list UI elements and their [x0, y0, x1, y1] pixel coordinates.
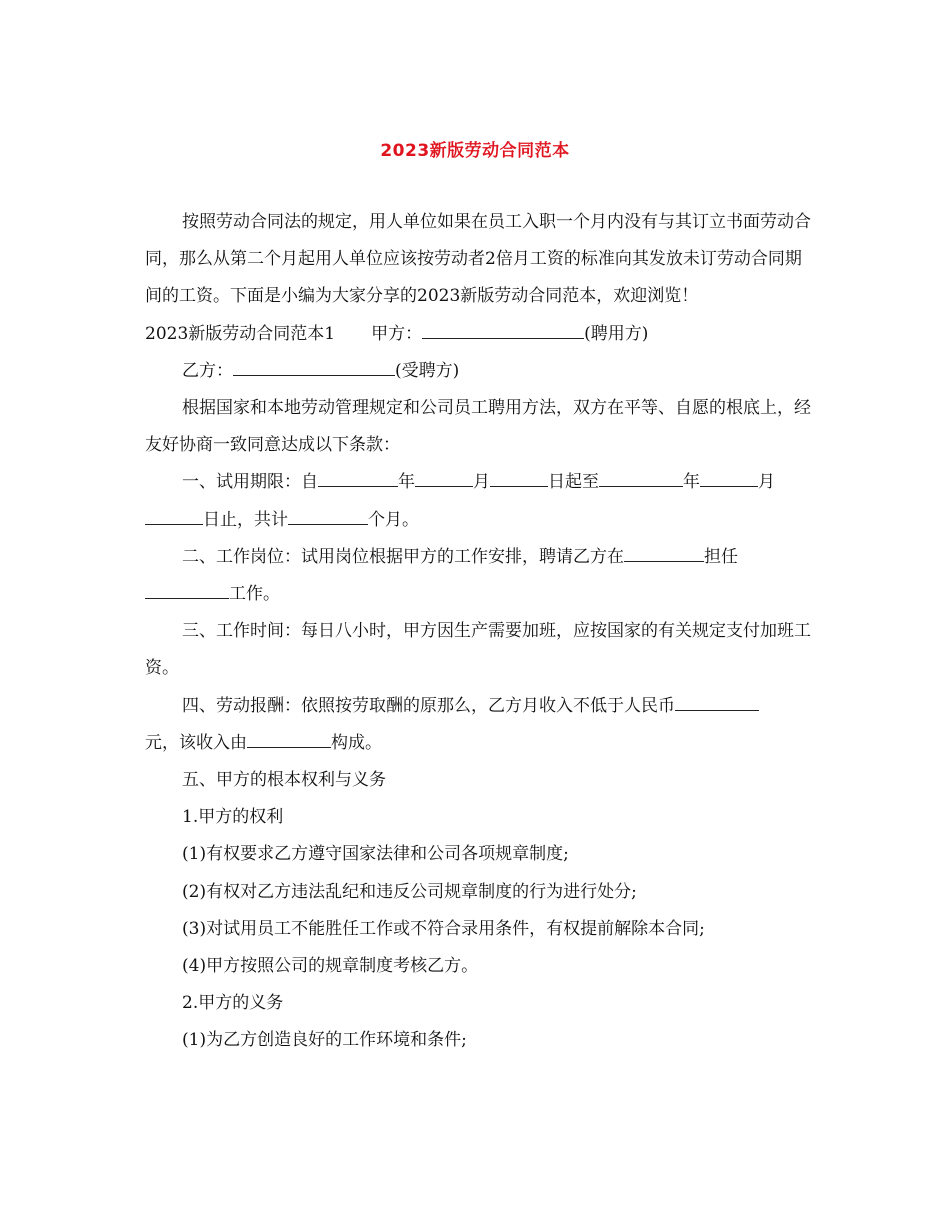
party-b-label: 乙方： — [182, 360, 233, 381]
party-a-line — [145, 316, 815, 353]
contract-heading: 2023新版劳动合同范本1 — [145, 323, 336, 344]
party-b-blank — [233, 355, 395, 376]
blank — [624, 541, 704, 562]
blank — [415, 466, 473, 487]
clause-1-day-from: 日起至 — [548, 472, 599, 493]
intro-paragraph: 按照劳动合同法的规定，用人单位如果在员工入职一个月内没有与其订立书面劳动合同，那么从第二个月起用人单位应该按劳动者2倍月工资的标准向其发放未订劳动合同期间的工资。下面是小编为大家分享的2023新版劳动合同范本，欢迎浏览！ — [145, 212, 811, 307]
clause-1-prefix: 一、试用期限：自 — [182, 472, 318, 493]
blank — [288, 504, 368, 525]
duties-heading: 2.甲方的义务 — [182, 993, 284, 1014]
clause-1-months: 个月。 — [368, 509, 419, 530]
clause-4-suffix: 构成。 — [331, 732, 382, 753]
clause-4-mid: 元，该收入由 — [145, 732, 247, 753]
rights-item: (3)对试用员工不能胜任工作或不符合录用条件，有权提前解除本合同; — [182, 918, 705, 939]
clause-4 — [145, 688, 815, 762]
blank — [490, 466, 548, 487]
clause-1-day-to: 日止，共计 — [203, 509, 288, 530]
party-b-suffix: (受聘方) — [395, 360, 460, 381]
document-body — [145, 204, 815, 1060]
blank — [145, 578, 229, 599]
party-a-suffix: (聘用方) — [584, 323, 649, 344]
blank — [145, 504, 203, 525]
clause-4-prefix: 四、劳动报酬：依照按劳取酬的原那么，乙方月收入不低于人民币 — [182, 695, 675, 716]
document-title: 2023新版劳动合同范本 — [380, 141, 570, 161]
clause-1-month2: 月 — [758, 472, 775, 493]
preamble-paragraph: 根据国家和本地劳动管理规定和公司员工聘用方法，双方在平等、自愿的根底上，经友好协商一致同意达成以下条款： — [145, 398, 811, 456]
rights-item: (1)有权要求乙方遵守国家法律和公司各项规章制度; — [182, 844, 569, 865]
clause-1-month: 月 — [473, 472, 490, 493]
clause-2-suffix: 工作。 — [229, 584, 280, 605]
rights-heading: 1.甲方的权利 — [182, 807, 284, 828]
rights-item: (4)甲方按照公司的规章制度考核乙方。 — [182, 956, 479, 977]
duties-item: (1)为乙方创造良好的工作环境和条件; — [182, 1030, 467, 1051]
clause-1-year: 年 — [398, 472, 415, 493]
rights-item: (2)有权对乙方违法乱纪和违反公司规章制度的行为进行处分; — [182, 881, 637, 902]
clause-2 — [145, 539, 815, 613]
blank — [700, 466, 758, 487]
party-a-label: 甲方： — [371, 323, 423, 344]
clause-2-mid: 担任 — [704, 546, 738, 567]
blank — [675, 690, 759, 711]
clause-3: 三、工作时间：每日八小时，甲方因生产需要加班，应按国家的有关规定支付加班工资。 — [145, 621, 811, 679]
clause-2-prefix: 二、工作岗位：试用岗位根据甲方的工作安排，聘请乙方在 — [182, 546, 624, 567]
party-a-blank — [422, 318, 584, 339]
blank — [318, 466, 398, 487]
clause-5: 五、甲方的根本权利与义务 — [182, 770, 386, 791]
blank — [247, 727, 331, 748]
blank — [599, 466, 683, 487]
party-b-line — [145, 353, 815, 390]
clause-1 — [145, 464, 815, 538]
clause-1-year2: 年 — [683, 472, 700, 493]
